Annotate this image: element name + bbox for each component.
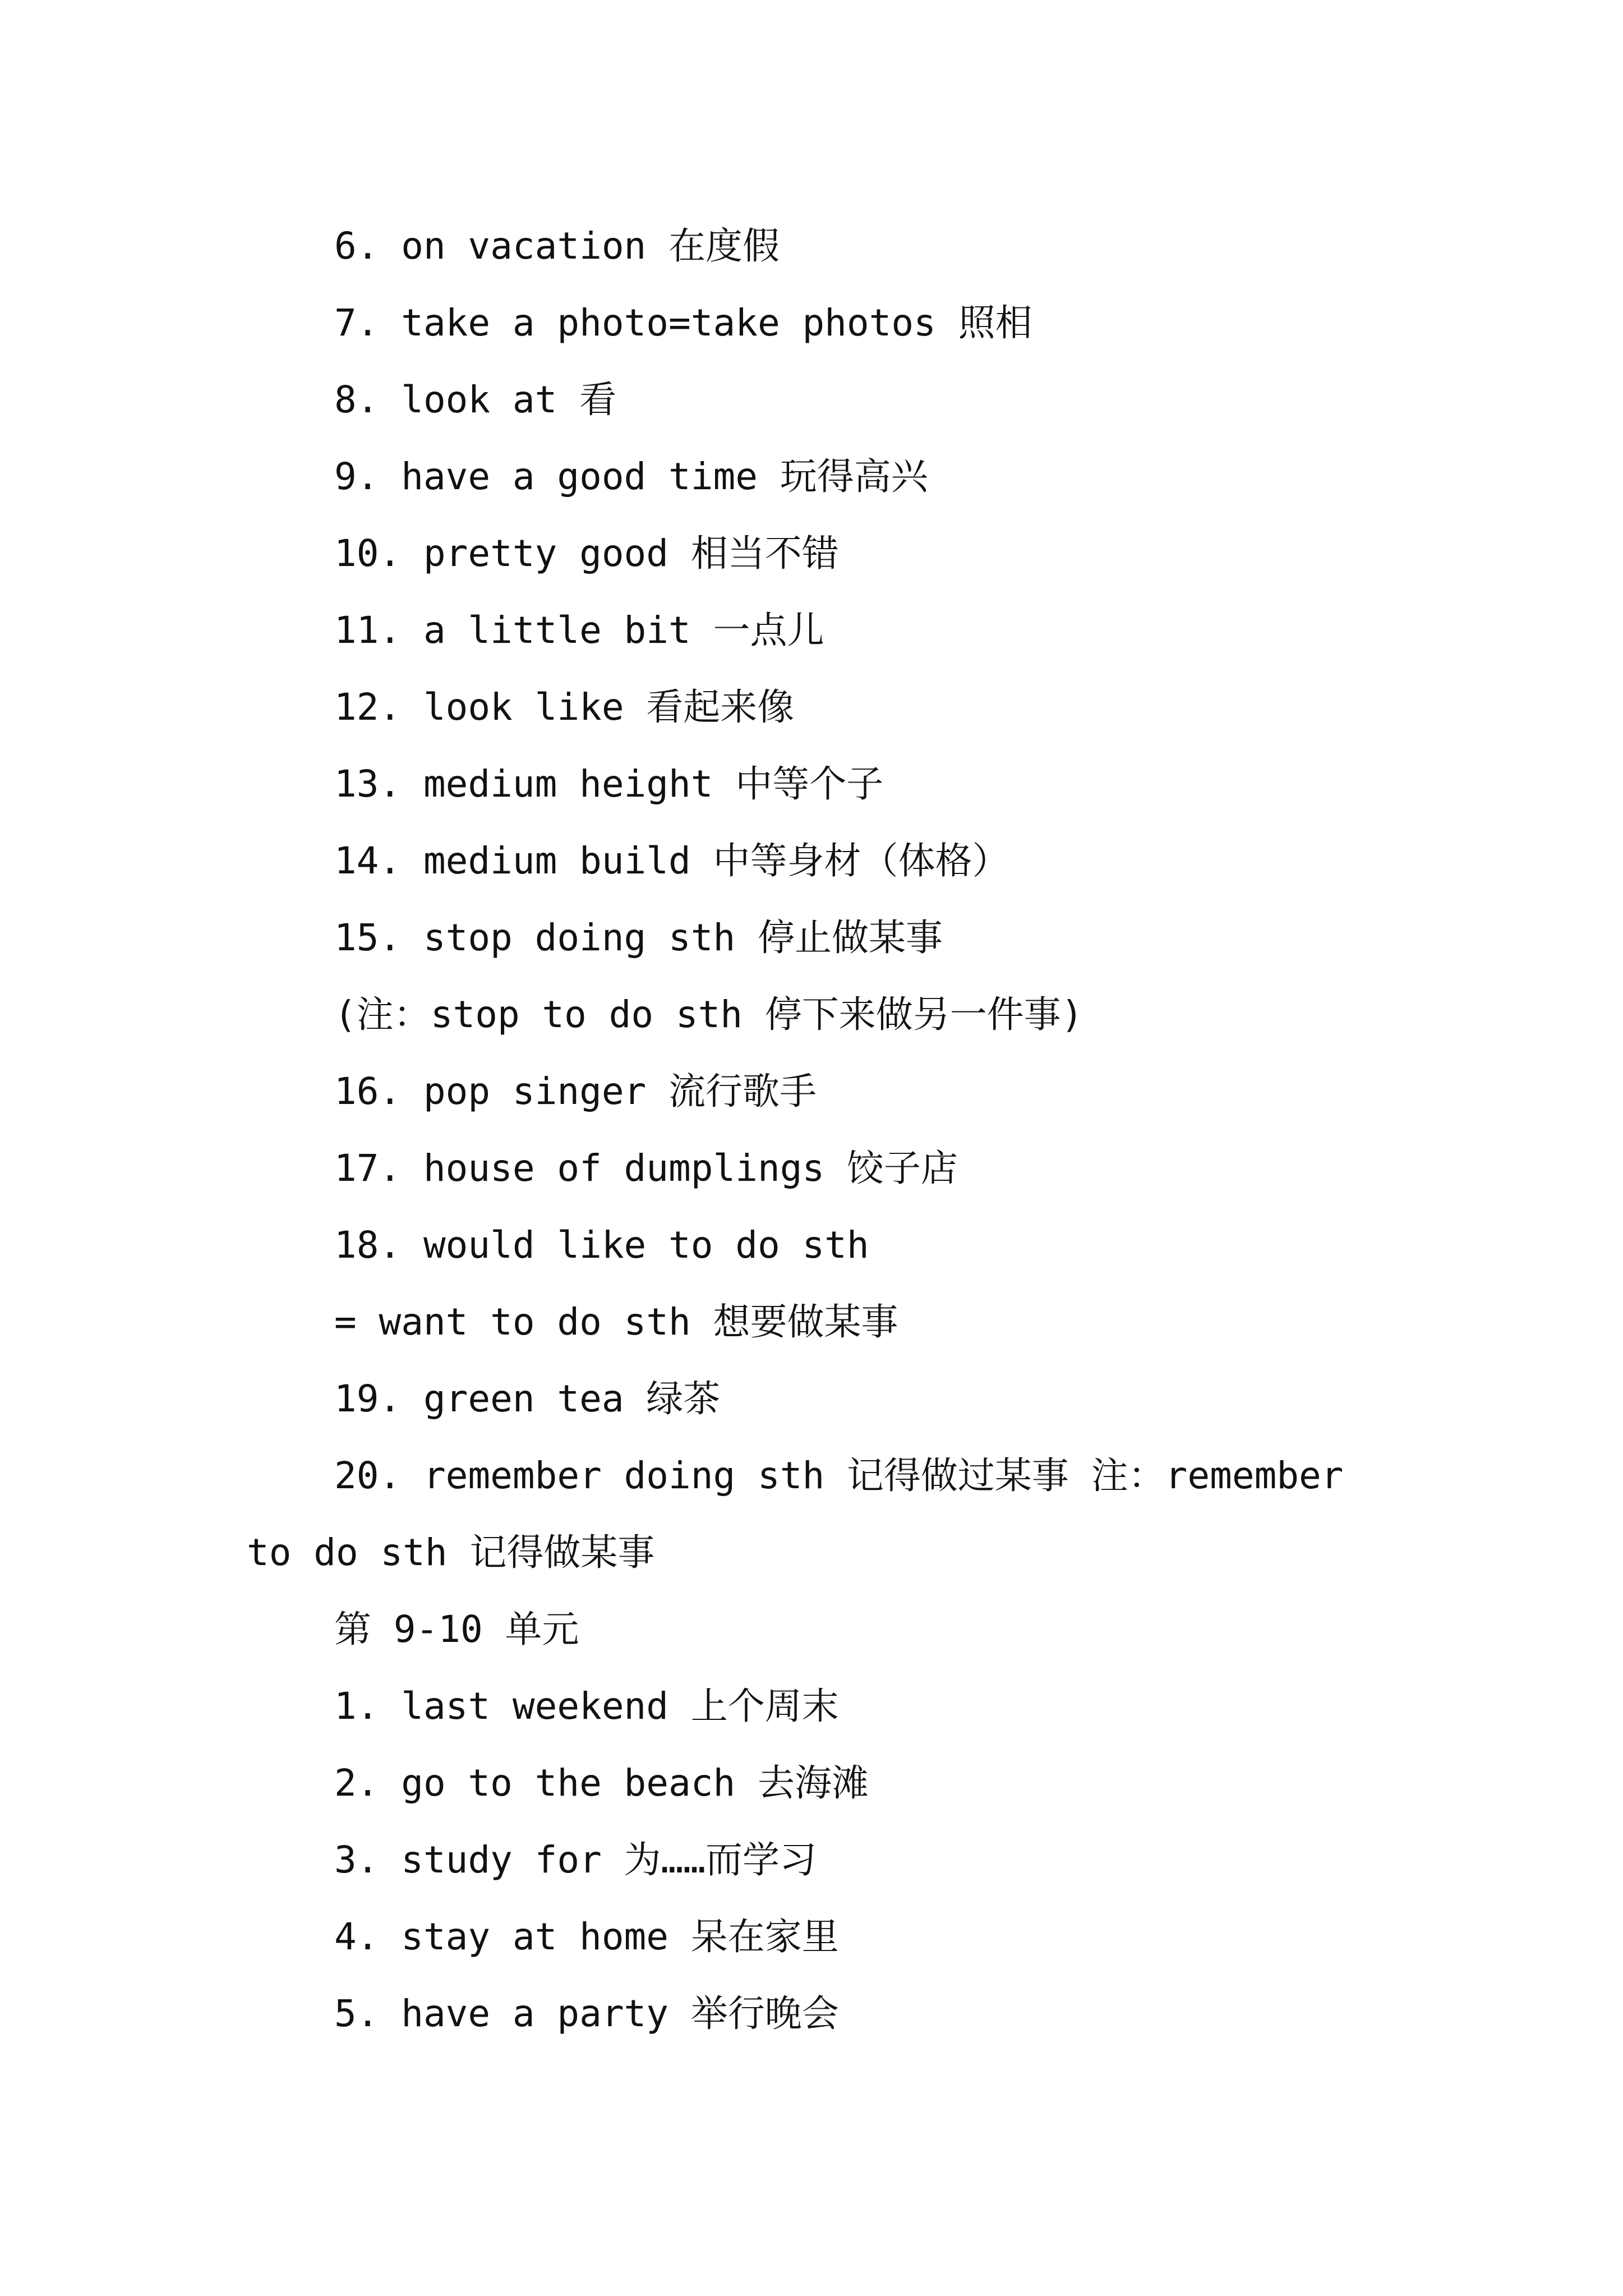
list-item: 2. go to the beach 去海滩 xyxy=(334,1761,869,1805)
list-item: 9. have a good time 玩得高兴 xyxy=(334,455,928,498)
list-item: 16. pop singer 流行歌手 xyxy=(334,1070,817,1113)
list-item: 8. look at 看 xyxy=(334,378,617,421)
list-item: 17. house of dumplings 饺子店 xyxy=(334,1147,958,1190)
list-item: 18. would like to do sth xyxy=(334,1223,869,1267)
list-item: 12. look like 看起来像 xyxy=(334,685,795,729)
list-item: 15. stop doing sth 停止做某事 xyxy=(334,916,943,959)
note-line: (注：stop to do sth 停下来做另一件事) xyxy=(334,993,1083,1036)
list-item: 4. stay at home 呆在家里 xyxy=(334,1915,839,1958)
list-item: 1. last weekend 上个周末 xyxy=(334,1685,839,1728)
section-heading: 第 9-10 单元 xyxy=(334,1608,579,1651)
list-item: 19. green tea 绿茶 xyxy=(334,1377,721,1420)
list-item: 7. take a photo=take photos 照相 xyxy=(334,301,1032,344)
list-item-wrapped xyxy=(247,1437,1391,1591)
list-item: 3. study for 为……而学习 xyxy=(334,1838,817,1881)
list-item: 6. on vacation 在度假 xyxy=(334,224,780,268)
list-item-text: 20. remember doing sth 记得做过某事 注：remember to do sth 记得做某事 xyxy=(247,1454,1344,1574)
continuation-line: = want to do sth 想要做某事 xyxy=(334,1300,898,1343)
list-item: 5. have a party 举行晚会 xyxy=(334,1992,839,2035)
list-item: 10. pretty good 相当不错 xyxy=(334,532,839,575)
list-item: 14. medium build 中等身材（体格） xyxy=(334,839,1009,882)
list-item: 13. medium height 中等个子 xyxy=(334,762,884,806)
vocabulary-list xyxy=(247,208,1391,2052)
list-item: 11. a little bit 一点儿 xyxy=(334,609,824,652)
